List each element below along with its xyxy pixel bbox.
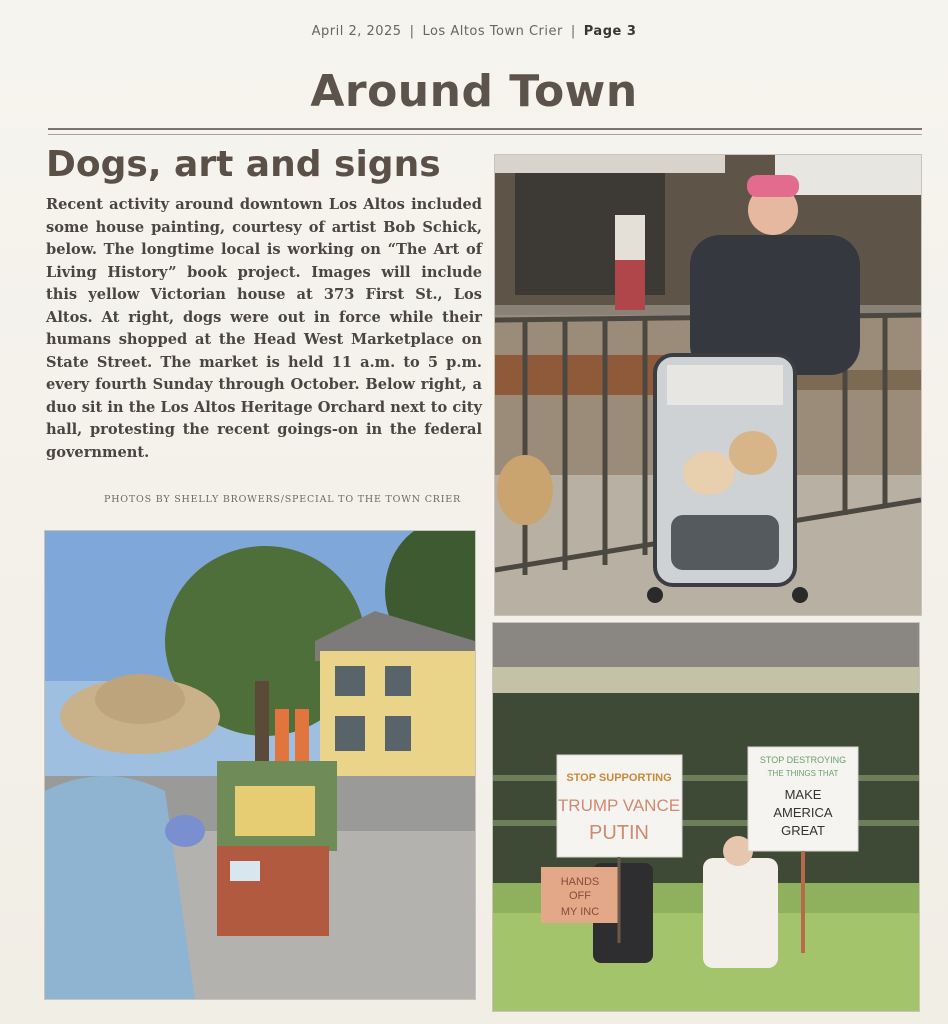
photo-dogs-marketplace — [494, 154, 922, 616]
photo-protest-signs — [492, 622, 920, 1012]
sign-small-line3: MY INC — [560, 906, 600, 918]
sign-left — [557, 755, 682, 857]
sign-right — [748, 747, 858, 851]
sign-right-sub: THE THINGS THAT — [767, 769, 839, 778]
page-number: Page 3 — [583, 24, 637, 39]
sign-small-line1: HANDS — [560, 876, 600, 888]
sign-right-top: STOP DESTROYING — [759, 755, 847, 765]
sign-left-top: STOP SUPPORTING — [566, 772, 672, 784]
section-rule — [48, 128, 922, 130]
section-rule-thin — [48, 134, 922, 135]
sign-right-line2: AMERICA — [773, 805, 833, 820]
sign-right-line1: MAKE — [784, 787, 822, 802]
paper-name: Los Altos Town Crier — [422, 24, 563, 39]
sign-right-line3: GREAT — [781, 823, 825, 838]
photo-credit: PHOTOS BY SHELLY BROWERS/SPECIAL TO THE TOWN CRIER — [104, 494, 461, 505]
article-body: Recent activity around downtown Los Altos included some house painting, courtesy of artist Bob Schick, below. The longtime local is working on “The Art of Living History” book project. Images will include this yellow Victorian house at 373 First St., Los Altos. At right, dogs were out in force while their humans shopped at the Head West Marketplace on State Street. The market is held 11 a.m. to 5 p.m. every fourth Sunday through October. Below right, a duo sit in the Los Altos Heritage Orchard next to city hall, protesting the recent goings-on in the federal government. — [46, 196, 482, 461]
sign-left-line2: PUTIN — [589, 822, 649, 844]
article-headline: Dogs, art and signs — [46, 144, 441, 185]
section-title: Around Town — [310, 66, 638, 117]
sign-small-line2: OFF — [569, 890, 591, 902]
issue-date: April 2, 2025 — [311, 24, 402, 39]
sign-small — [541, 867, 619, 923]
photo-painter-victorian-house — [44, 530, 476, 1000]
sign-left-line1: TRUMP VANCE — [557, 796, 681, 815]
dateline: April 2, 2025 | Los Altos Town Crier | Page 3 — [311, 24, 637, 39]
